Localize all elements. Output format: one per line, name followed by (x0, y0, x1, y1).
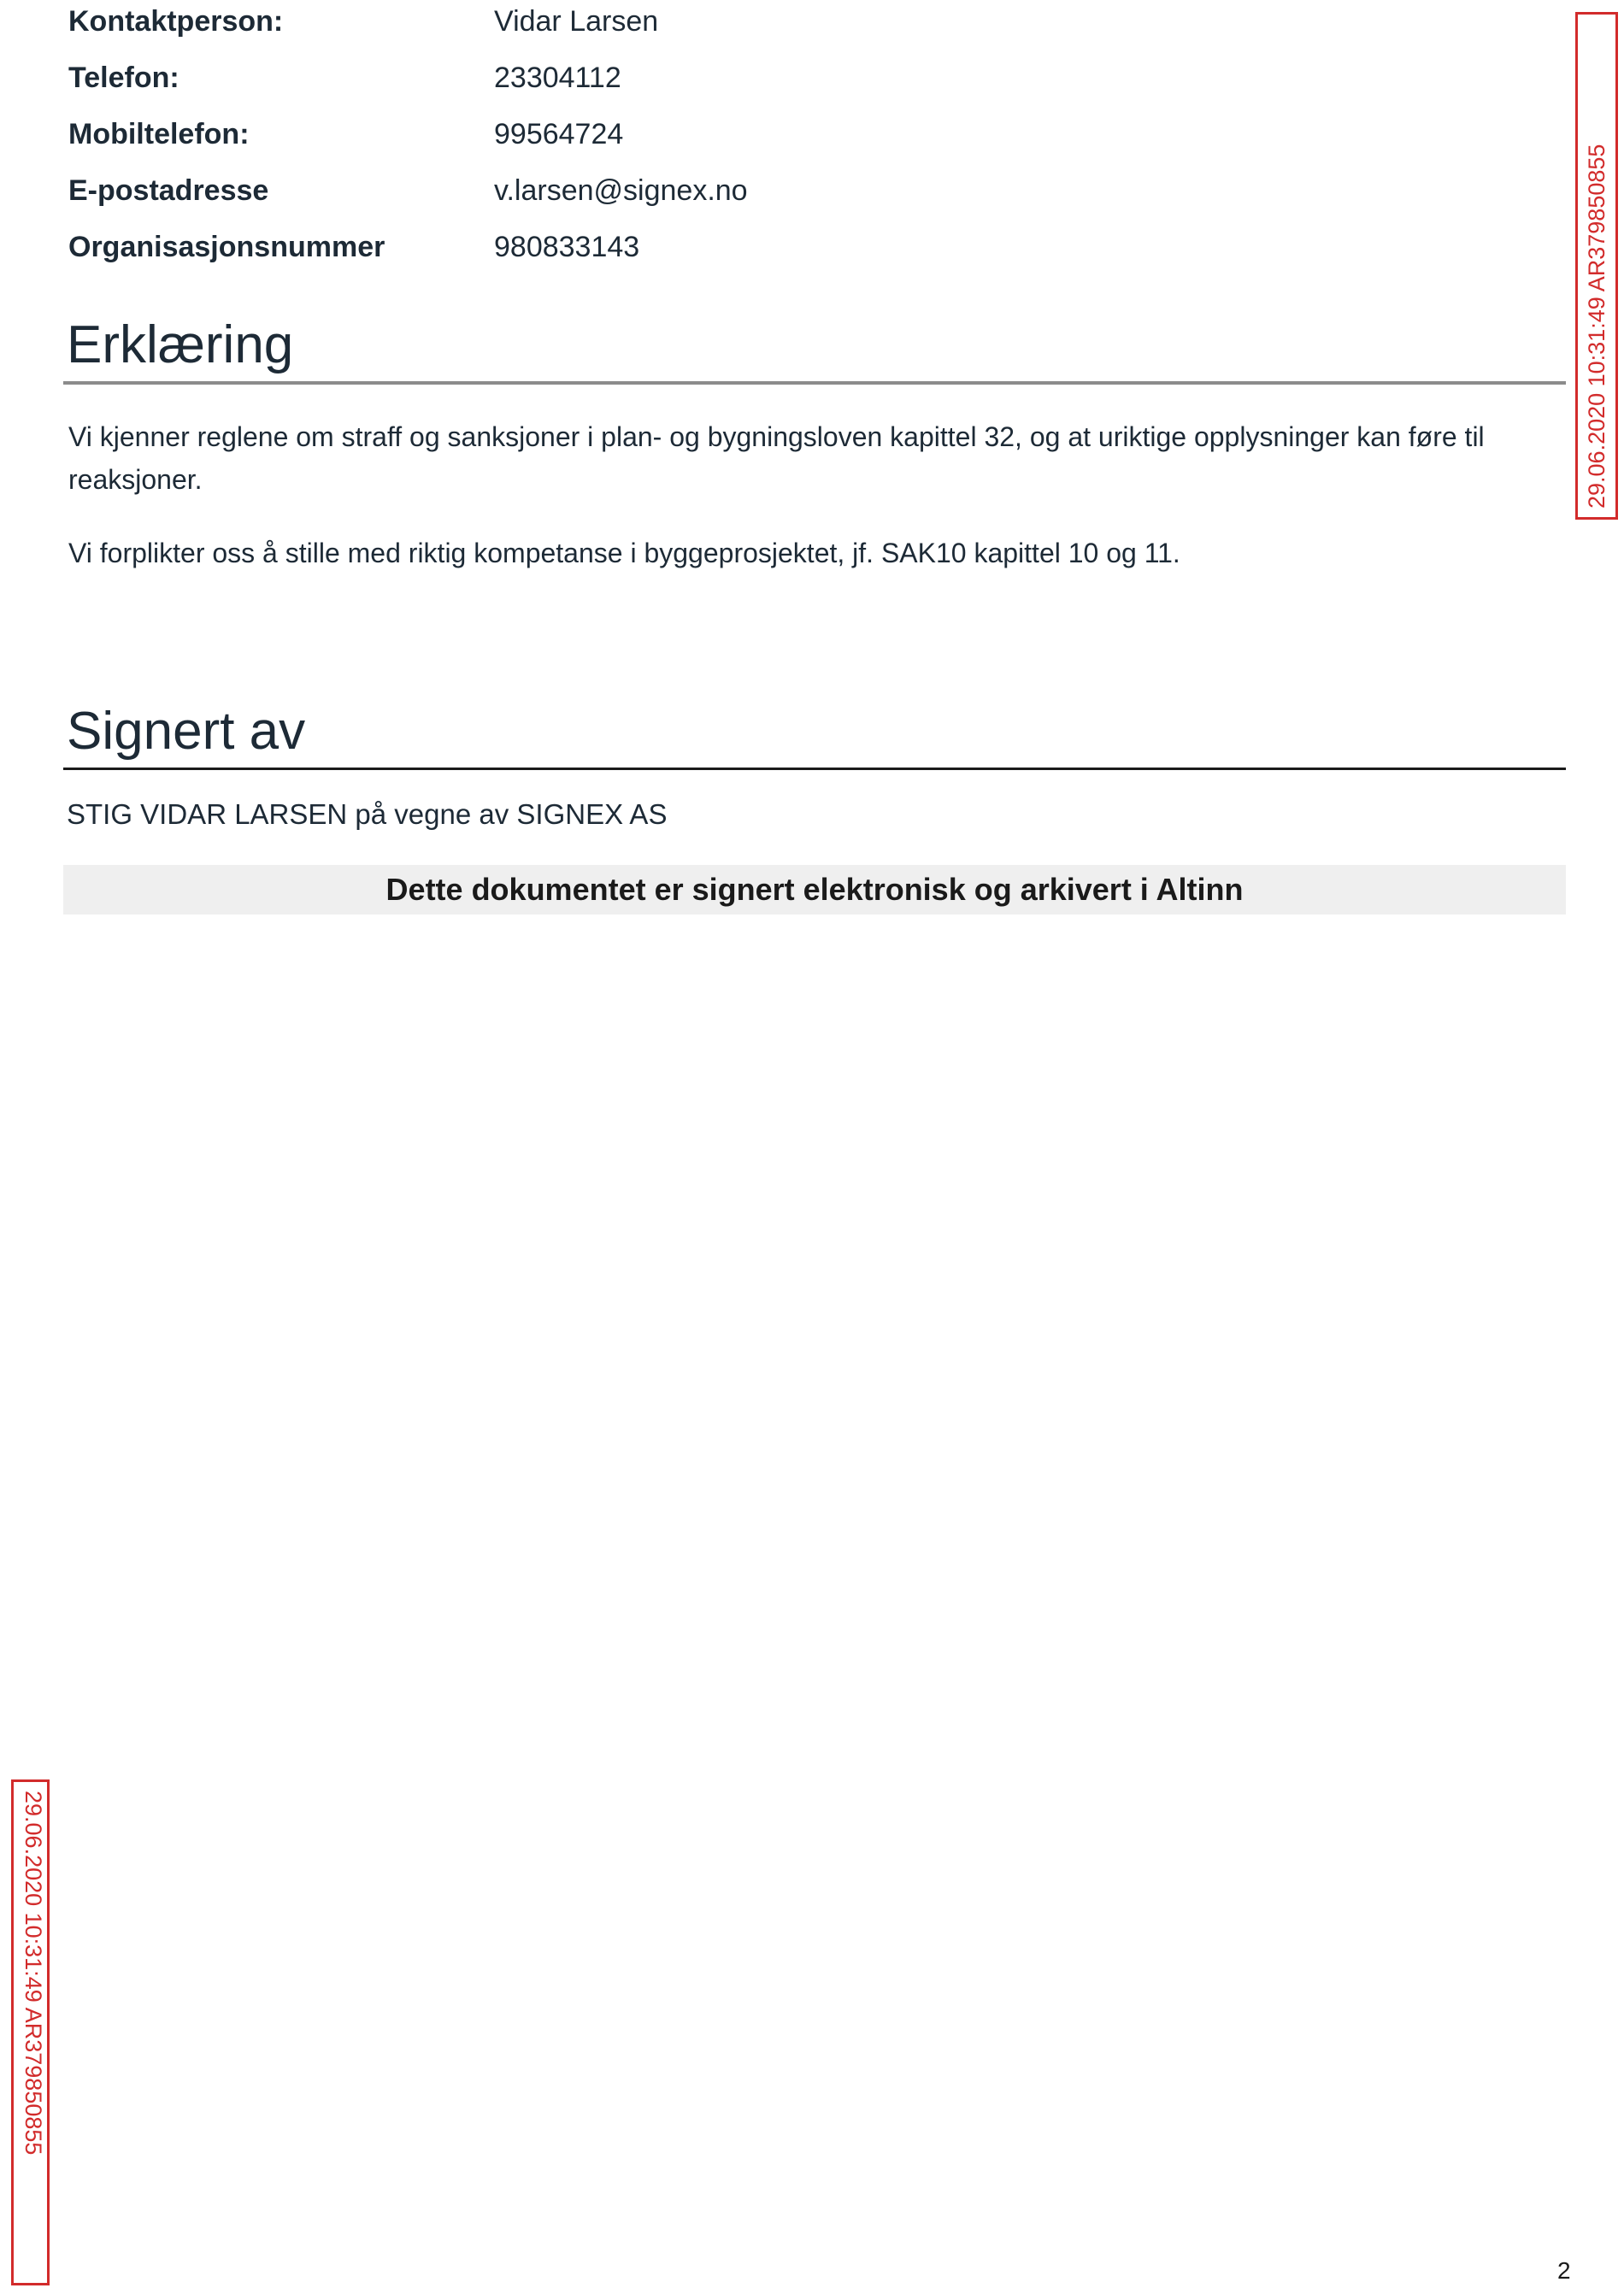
declaration-paragraph-2: Vi forplikter oss å stille med riktig kompetanse i byggeprosjektet, jf. SAK10 kapittel 10 og 11. (68, 538, 1180, 568)
contact-label: Organisasjonsnummer (68, 231, 385, 263)
signer-line: STIG VIDAR LARSEN på vegne av SIGNEX AS (67, 798, 668, 830)
archive-stamp-text: 29.06.2020 10:31:49 AR379850855 (1584, 144, 1609, 509)
archive-stamp-left (11, 1779, 50, 2285)
contact-label: E-postadresse (68, 174, 269, 207)
contact-row-epostadresse (68, 169, 923, 226)
contact-row-kontaktperson (68, 0, 923, 56)
contact-value: 980833143 (494, 231, 640, 263)
page-number: 2 (1557, 2257, 1571, 2284)
signature-notice-banner: Dette dokumentet er signert elektronisk og arkivert i Altinn (63, 865, 1566, 915)
contact-value: Vidar Larsen (494, 5, 659, 38)
signed-heading: Signert av (67, 702, 306, 761)
archive-stamp-right (1575, 12, 1618, 520)
contact-row-mobiltelefon (68, 113, 923, 169)
declaration-divider (63, 381, 1566, 385)
signed-divider (63, 768, 1566, 770)
contact-value: 99564724 (494, 118, 624, 150)
contact-row-organisasjonsnummer (68, 226, 923, 282)
contact-info-table (68, 0, 923, 282)
contact-label: Mobiltelefon: (68, 118, 250, 150)
declaration-heading: Erklæring (67, 315, 294, 374)
contact-value: 23304112 (494, 62, 621, 94)
archive-stamp-text: 29.06.2020 10:31:49 AR379850855 (21, 1791, 46, 2156)
contact-label: Telefon: (68, 62, 179, 94)
contact-label: Kontaktperson: (68, 5, 284, 38)
contact-value: v.larsen@signex.no (494, 174, 748, 207)
contact-row-telefon (68, 56, 923, 113)
declaration-paragraph-1: Vi kjenner reglene om straff og sanksjoner i plan- og bygningsloven kapittel 32, og at uriktige opplysninger kan føre til reaksjoner. (68, 421, 1485, 495)
